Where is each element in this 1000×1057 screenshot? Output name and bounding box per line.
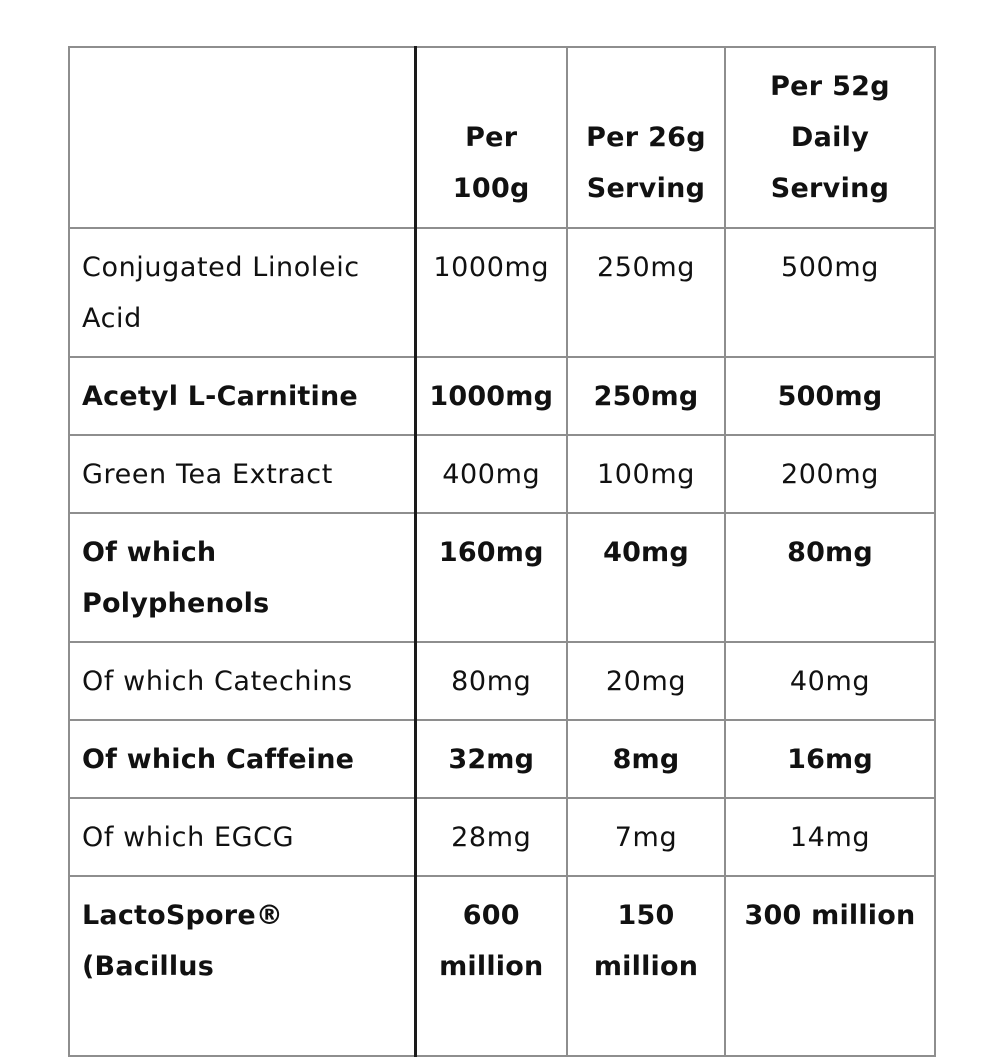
value-per-100g: 1000mg [415, 228, 567, 357]
ingredient-name: Of which EGCG [69, 798, 415, 876]
nutrition-table [68, 46, 936, 1057]
value-per-52g: 16mg [725, 720, 935, 798]
table-row [69, 357, 935, 435]
value-per-52g: 40mg [725, 642, 935, 720]
table-row [69, 876, 935, 1056]
value-per-100g: 80mg [415, 642, 567, 720]
value-per-26g: 8mg [567, 720, 725, 798]
value-per-52g: 500mg [725, 228, 935, 357]
ingredient-name: Acetyl L-Carnitine [69, 357, 415, 435]
value-per-52g: 14mg [725, 798, 935, 876]
value-per-52g: 200mg [725, 435, 935, 513]
value-per-26g: 40mg [567, 513, 725, 642]
table-row [69, 798, 935, 876]
value-per-52g: 500mg [725, 357, 935, 435]
value-per-100g: 32mg [415, 720, 567, 798]
value-per-100g: 160mg [415, 513, 567, 642]
value-per-100g: 1000mg [415, 357, 567, 435]
value-per-100g: 400mg [415, 435, 567, 513]
value-per-26g: 250mg [567, 357, 725, 435]
nutrition-table-container [68, 46, 934, 1057]
column-header-per-52g-daily-serving: Per 52g Daily Serving [725, 47, 935, 228]
value-per-100g: 600 million [415, 876, 567, 1056]
table-row [69, 435, 935, 513]
ingredient-name: Of which Polyphenols [69, 513, 415, 642]
value-per-26g: 250mg [567, 228, 725, 357]
value-per-26g: 20mg [567, 642, 725, 720]
ingredient-name: Of which Caffeine [69, 720, 415, 798]
table-row [69, 513, 935, 642]
value-per-26g: 7mg [567, 798, 725, 876]
ingredient-name: Of which Catechins [69, 642, 415, 720]
value-per-26g: 100mg [567, 435, 725, 513]
ingredient-name: Green Tea Extract [69, 435, 415, 513]
table-header-row [69, 47, 935, 228]
table-row [69, 720, 935, 798]
column-header-per-26g-serving: Per 26g Serving [567, 47, 725, 228]
column-header-ingredient [69, 47, 415, 228]
table-row [69, 642, 935, 720]
ingredient-name: LactoSpore® (Bacillus [69, 876, 415, 1056]
column-header-per-100g: Per 100g [415, 47, 567, 228]
table-row [69, 228, 935, 357]
value-per-52g: 80mg [725, 513, 935, 642]
value-per-52g: 300 million [725, 876, 935, 1056]
ingredient-name: Conjugated Linoleic Acid [69, 228, 415, 357]
value-per-100g: 28mg [415, 798, 567, 876]
value-per-26g: 150 million [567, 876, 725, 1056]
